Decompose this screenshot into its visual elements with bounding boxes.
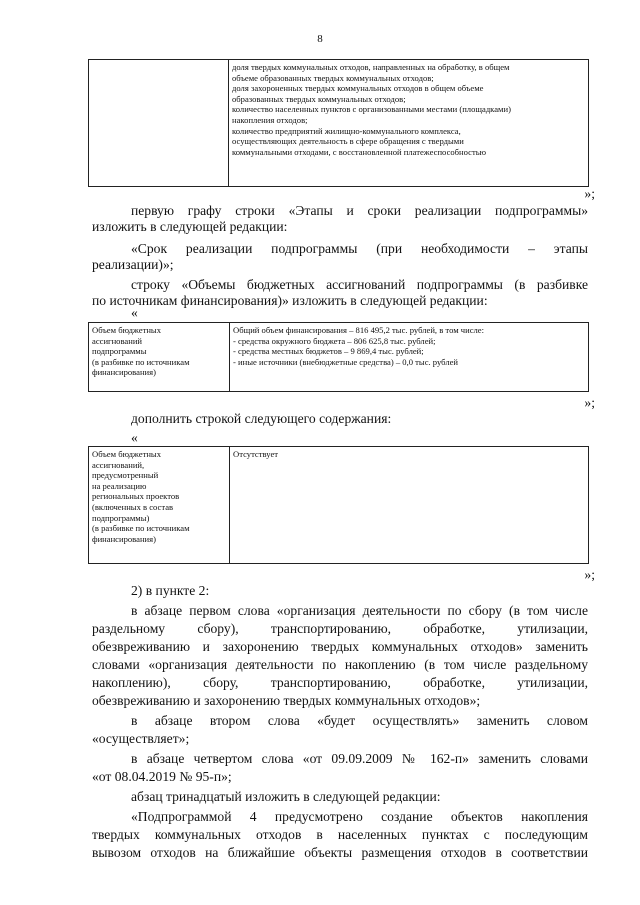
page-number: 8	[317, 33, 323, 45]
table2-left-cell	[89, 323, 230, 392]
table2-right-line: - средства местных бюджетов – 9 869,4 тыс. рублей;	[233, 346, 424, 357]
table3-left-line: финансирования)	[92, 533, 156, 544]
table1-line: количество предприятий жилищно-коммунального комплекса,	[232, 125, 461, 136]
table3-left-line: ассигнований,	[92, 459, 145, 470]
table2-right-line: - иные источники (внебюджетные средства) – 0,0 тыс. рублей	[233, 356, 459, 367]
paragraph-line: твердых коммунальных отходов в населенных пунктах с последующим	[92, 827, 588, 842]
paragraph-line: в абзаце первом слова «организация деятельности по сбору (в том числе	[131, 603, 588, 618]
table3-left-cell	[89, 447, 230, 564]
opening-quote-2: «	[131, 305, 138, 320]
table1-line: осуществляющих деятельность в сфере обращения с твердыми	[232, 136, 464, 147]
table2-left-line: ассигнований	[92, 335, 143, 346]
closing-quote-1: »;	[584, 186, 595, 201]
opening-quote-3: «	[131, 430, 138, 445]
paragraph-line: первую графу строки «Этапы и сроки реализации подпрограммы»	[131, 203, 588, 218]
table2-right-line: Общий объем финансирования – 816 495,2 тыс. рублей, в том числе:	[233, 325, 485, 335]
table1-line: количество населенных пунктов с организованными местами (площадками)	[232, 104, 511, 115]
table1-left-cell	[89, 60, 229, 187]
indicators-table	[88, 59, 589, 187]
paragraph-line: «Подпрограммой 4 предусмотрено создание объектов накопления	[131, 809, 588, 824]
paragraph-line: обезвреживанию и захоронению твердых коммунальных отходов» заменить	[92, 639, 588, 654]
paragraph-line: изложить в следующей редакции:	[92, 219, 288, 234]
table3-right-text: Отсутствует	[233, 449, 279, 459]
paragraph-line: «от 08.04.2019 № 95-п»;	[92, 769, 232, 784]
table1-line: накопления отходов;	[232, 114, 308, 125]
table1-line: доля твердых коммунальных отходов, направленных на обработку, в общем	[232, 62, 510, 72]
paragraph-line: строку «Объемы бюджетных ассигнований подпрограммы (в разбивке	[131, 277, 588, 292]
table2-left-line: финансирования)	[92, 367, 156, 378]
table1-right-cell	[229, 60, 589, 187]
paragraph-line: абзац тринадцатый изложить в следующей редакции:	[131, 789, 441, 804]
paragraph-line: накоплению), сбору, транспортированию, обработке, утилизации,	[92, 675, 588, 690]
paragraph-line: словами «организация деятельности по накоплению (в том числе раздельному	[92, 657, 588, 672]
closing-quote-3: »;	[584, 567, 595, 582]
table3-left-line: на реализацию	[92, 480, 147, 491]
paragraph-line: «осуществляет»;	[92, 731, 190, 746]
paragraph-line: обезвреживанию и захоронению твердых коммунальных отходов»;	[92, 693, 481, 708]
table2-right-cell	[230, 323, 589, 392]
paragraph-line: в абзаце втором слова «будет осуществлять» заменить словом	[131, 713, 588, 728]
paragraph-line: вывозом отходов на ближайшие объекты размещения отходов в соответствии	[92, 845, 588, 860]
table1-line: образованных твердых коммунальных отходов;	[232, 93, 406, 104]
closing-quote-2: »;	[584, 395, 595, 410]
table3-left-line: (в разбивке по источникам	[92, 523, 190, 534]
paragraph-line: «Срок реализации подпрограммы (при необходимости – этапы	[131, 241, 588, 256]
paragraph-line: в абзаце четвертом слова «от 09.09.2009 № 162-п» заменить словами	[131, 751, 588, 766]
table3-left-line: предусмотренный	[92, 470, 159, 481]
table2-left-line: подпрограммы	[92, 346, 147, 357]
table3-left-line: региональных проектов	[92, 491, 180, 502]
paragraph-line: раздельному сбору), транспортированию, обработке, утилизации,	[92, 621, 588, 636]
table2-right-line: - средства окружного бюджета – 806 625,8 тыс. рублей;	[233, 335, 436, 346]
table1-line: коммунальными отходами, с восстановленной платежеспособностью	[232, 146, 487, 157]
table3-left-line: Объем бюджетных	[92, 449, 162, 459]
paragraph-line: 2) в пункте 2:	[131, 583, 210, 598]
budget-table	[88, 322, 589, 392]
table1-line: объеме образованных твердых коммунальных отходов;	[232, 72, 434, 83]
table3-left-line: подпрограммы)	[92, 512, 150, 523]
table3-left-line: (включенных в состав	[92, 501, 174, 512]
table1-line: доля захороненных твердых коммунальных отходов в общем объеме	[232, 83, 484, 94]
paragraph-line: по источникам финансирования)» изложить в следующей редакции:	[92, 293, 488, 308]
paragraph-line: дополнить строкой следующего содержания:	[131, 411, 392, 426]
table3-right-cell	[230, 447, 589, 564]
paragraph-line: реализации)»;	[92, 257, 174, 272]
regional-projects-table	[88, 446, 589, 564]
table2-left-line: (в разбивке по источникам	[92, 356, 190, 367]
table2-left-line: Объем бюджетных	[92, 325, 162, 335]
